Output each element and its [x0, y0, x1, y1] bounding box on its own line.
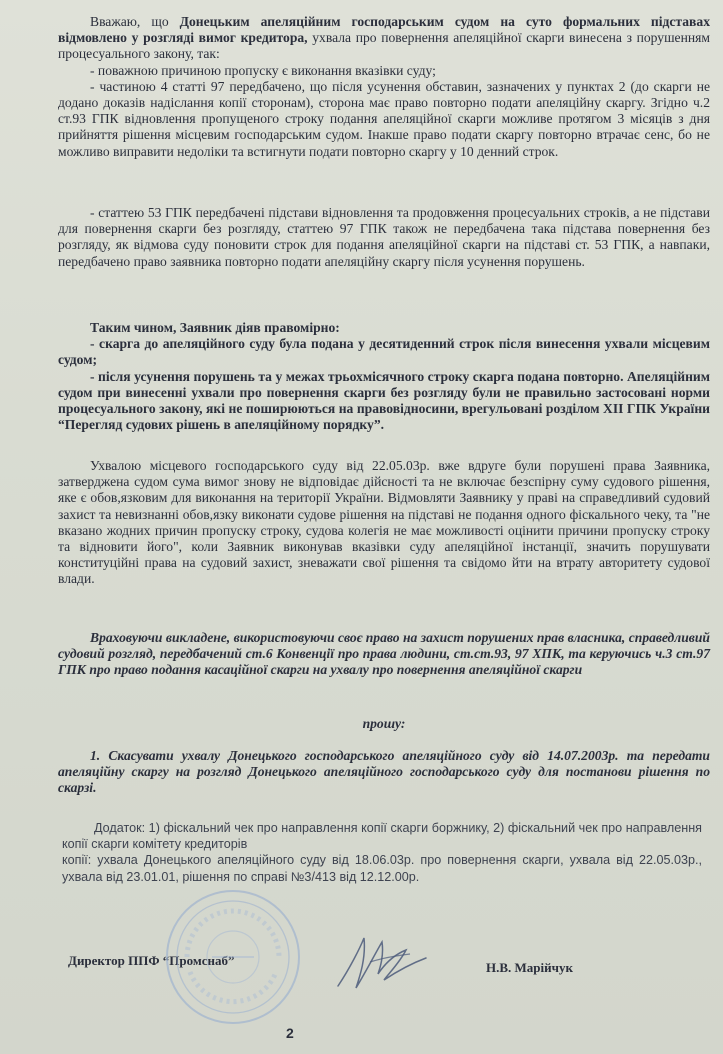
paragraph-request-item [58, 748, 710, 797]
para1-item-1: - поважною причиною пропуску є виконання вказівки суду; [90, 62, 436, 78]
attachments-block [62, 820, 702, 885]
para1-rest: ухвала про повернення апеляційної скарги винесена з порушенням процесуального закону, так: [58, 30, 710, 62]
para3-lead: Таким чином, Заявник діяв правомірно: [90, 320, 340, 335]
para3-item-2: - після усунення порушень та у межах трьохмісячного строку скарга подана повторно. Апеляційним судом при винесенні ухвали про повернення скарги без розгляду були не правильно застосовані норми процесуального закону, які не поширюються на правовідносини, врегульовані розділом XII ГПК України “Перегляд судових рішень в апеляційному порядку”. [58, 368, 710, 433]
paragraph-article-53 [58, 205, 710, 270]
para1-intro: Вважаю, що [90, 14, 169, 29]
paragraph-considering [58, 630, 710, 679]
attachment-line-2: копії: ухвала Донецького апеляційного суду від 18.06.03р. про повернення скарги, ухвала від 22.05.03р., ухвала від 23.01.01, рішення по справі №3/413 від 12.12.00р. [62, 853, 702, 884]
para3-item-1: - скарга до апеляційного суду була подана у десятиденний строк після винесення ухвали місцевим судом; [58, 336, 710, 368]
paragraph-formal-grounds [58, 14, 710, 160]
request-heading: прошу: [362, 716, 406, 731]
handwritten-signature-icon [330, 928, 440, 998]
company-seal-icon [162, 886, 304, 1028]
para4-text: Ухвалою місцевого господарського суду від 22.05.03р. вже вдруге були порушені права Заявника, затверджена судом сума вимог знову не відповідає дійсності та не включає безспірну суму судового рішення, яке є обов,язковим для виконання на території України. Відмовляти Заявнику у праві на справедливий судовий захист та невизнанні обов,язку виконати судове рішення на підставі не подання одного фіскального чеку, та "не вказано жодних причин пропуску строку, судова колегія не має можливості оцінити причини пропуску строку та відновити його", коли Заявник виконував вказівки суду апеляційної інстанції, значить порушувати конституційні права на судовий захист, зневажати свої рішення та свідомо йти на втрату авторитету судової влади. [58, 458, 710, 587]
para1-item-2: - частиною 4 статті 97 передбачено, що після усунення обставин, зазначених у пунктах 2 (до скарги не додано доказів надіслання копії сторонам), сторона має право повторно подати апеляційну скаргу. Згідно ч.2 ст.93 ГПК відновлення пропущеного строку подання апеляційної скарги можливе протягом 3 місяців з дня прийняття рішення місцевим господарським судом. Інакше право подати скаргу повторно втрачає сенс, бо не можливо виправити недоліки та встигнути подати повторно скаргу у 10 денний строк. [58, 78, 710, 159]
signer-title: Директор ППФ “Промснаб” [68, 953, 235, 968]
paragraph-local-court-ruling [58, 458, 710, 588]
para6-text: 1. Скасувати ухвалу Донецького господарського апеляційного суду від 14.07.2003р. та передати апеляційну скаргу на розгляд Донецького апеляційного господарського суду для постанови рішення по скарзі. [58, 748, 710, 796]
para1-bold-claim: Донецьким апеляційним господарським судом на суто формальних підставах відмовлено у розгляді вимог кредитора, [58, 14, 710, 46]
para2-text: - статтею 53 ГПК передбачені підстави відновлення та продовження процесуальних строків, а не підстави для повернення скарги без розгляду, статтею 97 ГПК також не передбачена така підстава повернення без розгляду, як відмова суду поновити строк для подання апеляційної скарги на підставі ст. 53 ГПК, а навпаки, передбачено право заявника повторно подати апеляційну скаргу після усунення порушень. [58, 205, 710, 269]
signer-name: Н.В. Марійчук [486, 960, 573, 975]
paragraph-conclusion [58, 320, 710, 433]
attachment-line-1: Додаток: 1) фіскальний чек про направлення копії скарги боржнику, 2) фіскальний чек про направлення копії скарги комітету кредиторів [62, 821, 702, 852]
para5-text: Враховуючи викладене, використовуючи своє право на захист порушених прав власника, справедливий судовий розгляд, передбачений ст.6 Конвенції про права людини, ст.ст.93, 97 ХПК, та керуючись ч.3 ст.97 ГПК про право подання касаційної скарги на ухвалу про повернення апеляційної скарги [58, 630, 710, 678]
page-number: 2 [286, 1025, 294, 1041]
